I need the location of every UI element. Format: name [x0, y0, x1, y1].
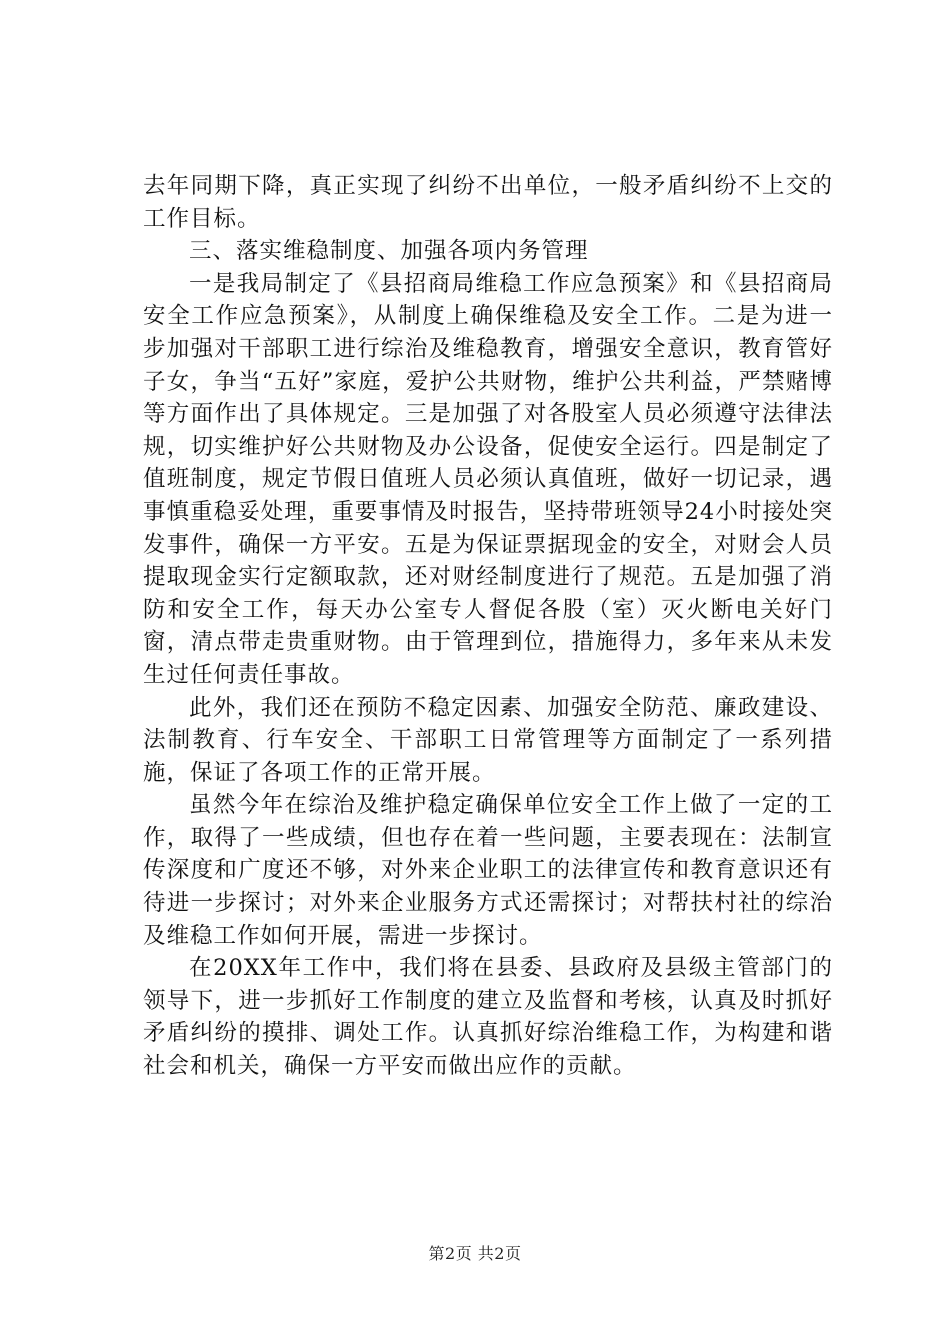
paragraph: 一是我局制定了《县招商局维稳工作应急预案》和《县招商局安全工作应急预案》，从制度上确保维稳及安全工作。二是为进一步加强对干部职工进行综治及维稳教育，增强安全意识，教育管好子女，争当“五好”家庭，爱护公共财物，维护公共利益，严禁赌博等方面作出了具体规定。三是加强了对各股室人员必须遵守法律法规，切实维护好公共财物及办公设备，促使安全运行。四是制定了值班制度，规定节假日值班人员必须认真值班，做好一切记录，遇事慎重稳妥处理，重要事情及时报告，坚持带班领导24小时接处突发事件，确保一方平安。五是为保证票据现金的安全，对财会人员提取现金实行定额取款，还对财经制度进行了规范。五是加强了消防和安全工作，每天办公室专人督促各股（室）灭火断电关好门窗，清点带走贵重财物。由于管理到位，措施得力，多年来从未发生过任何责任事故。: [143, 270, 833, 688]
paragraph: 此外，我们还在预防不稳定因素、加强安全防范、廉政建设、法制教育、行车安全、干部职工日常管理等方面制定了一系列措施，保证了各项工作的正常开展。: [143, 694, 833, 786]
page-number-footer: 第2页 共2页: [428, 1244, 522, 1263]
paragraph: 虽然今年在综治及维护稳定确保单位安全工作上做了一定的工作，取得了一些成绩，但也存在着一些问题，主要表现在：法制宣传深度和广度还不够，对外来企业职工的法律宣传和教育意识还有待进一步探讨；对外来企业服务方式还需探讨；对帮扶村社的综治及维稳工作如何开展，需进一步探讨。: [143, 792, 833, 949]
section-heading: 三、落实维稳制度、加强各项内务管理: [189, 238, 589, 265]
paragraph-continuation: 去年同期下降，真正实现了纠纷不出单位，一般矛盾纠纷不上交的工作目标。: [143, 173, 833, 232]
paragraph: 在20XX年工作中，我们将在县委、县政府及县级主管部门的领导下，进一步抓好工作制度的建立及监督和考核，认真及时抓好矛盾纠纷的摸排、调处工作。认真抓好综治维稳工作，为构建和谐社会和机关，确保一方平安而做出应作的贡献。: [143, 955, 833, 1080]
document-body: [143, 170, 833, 1083]
